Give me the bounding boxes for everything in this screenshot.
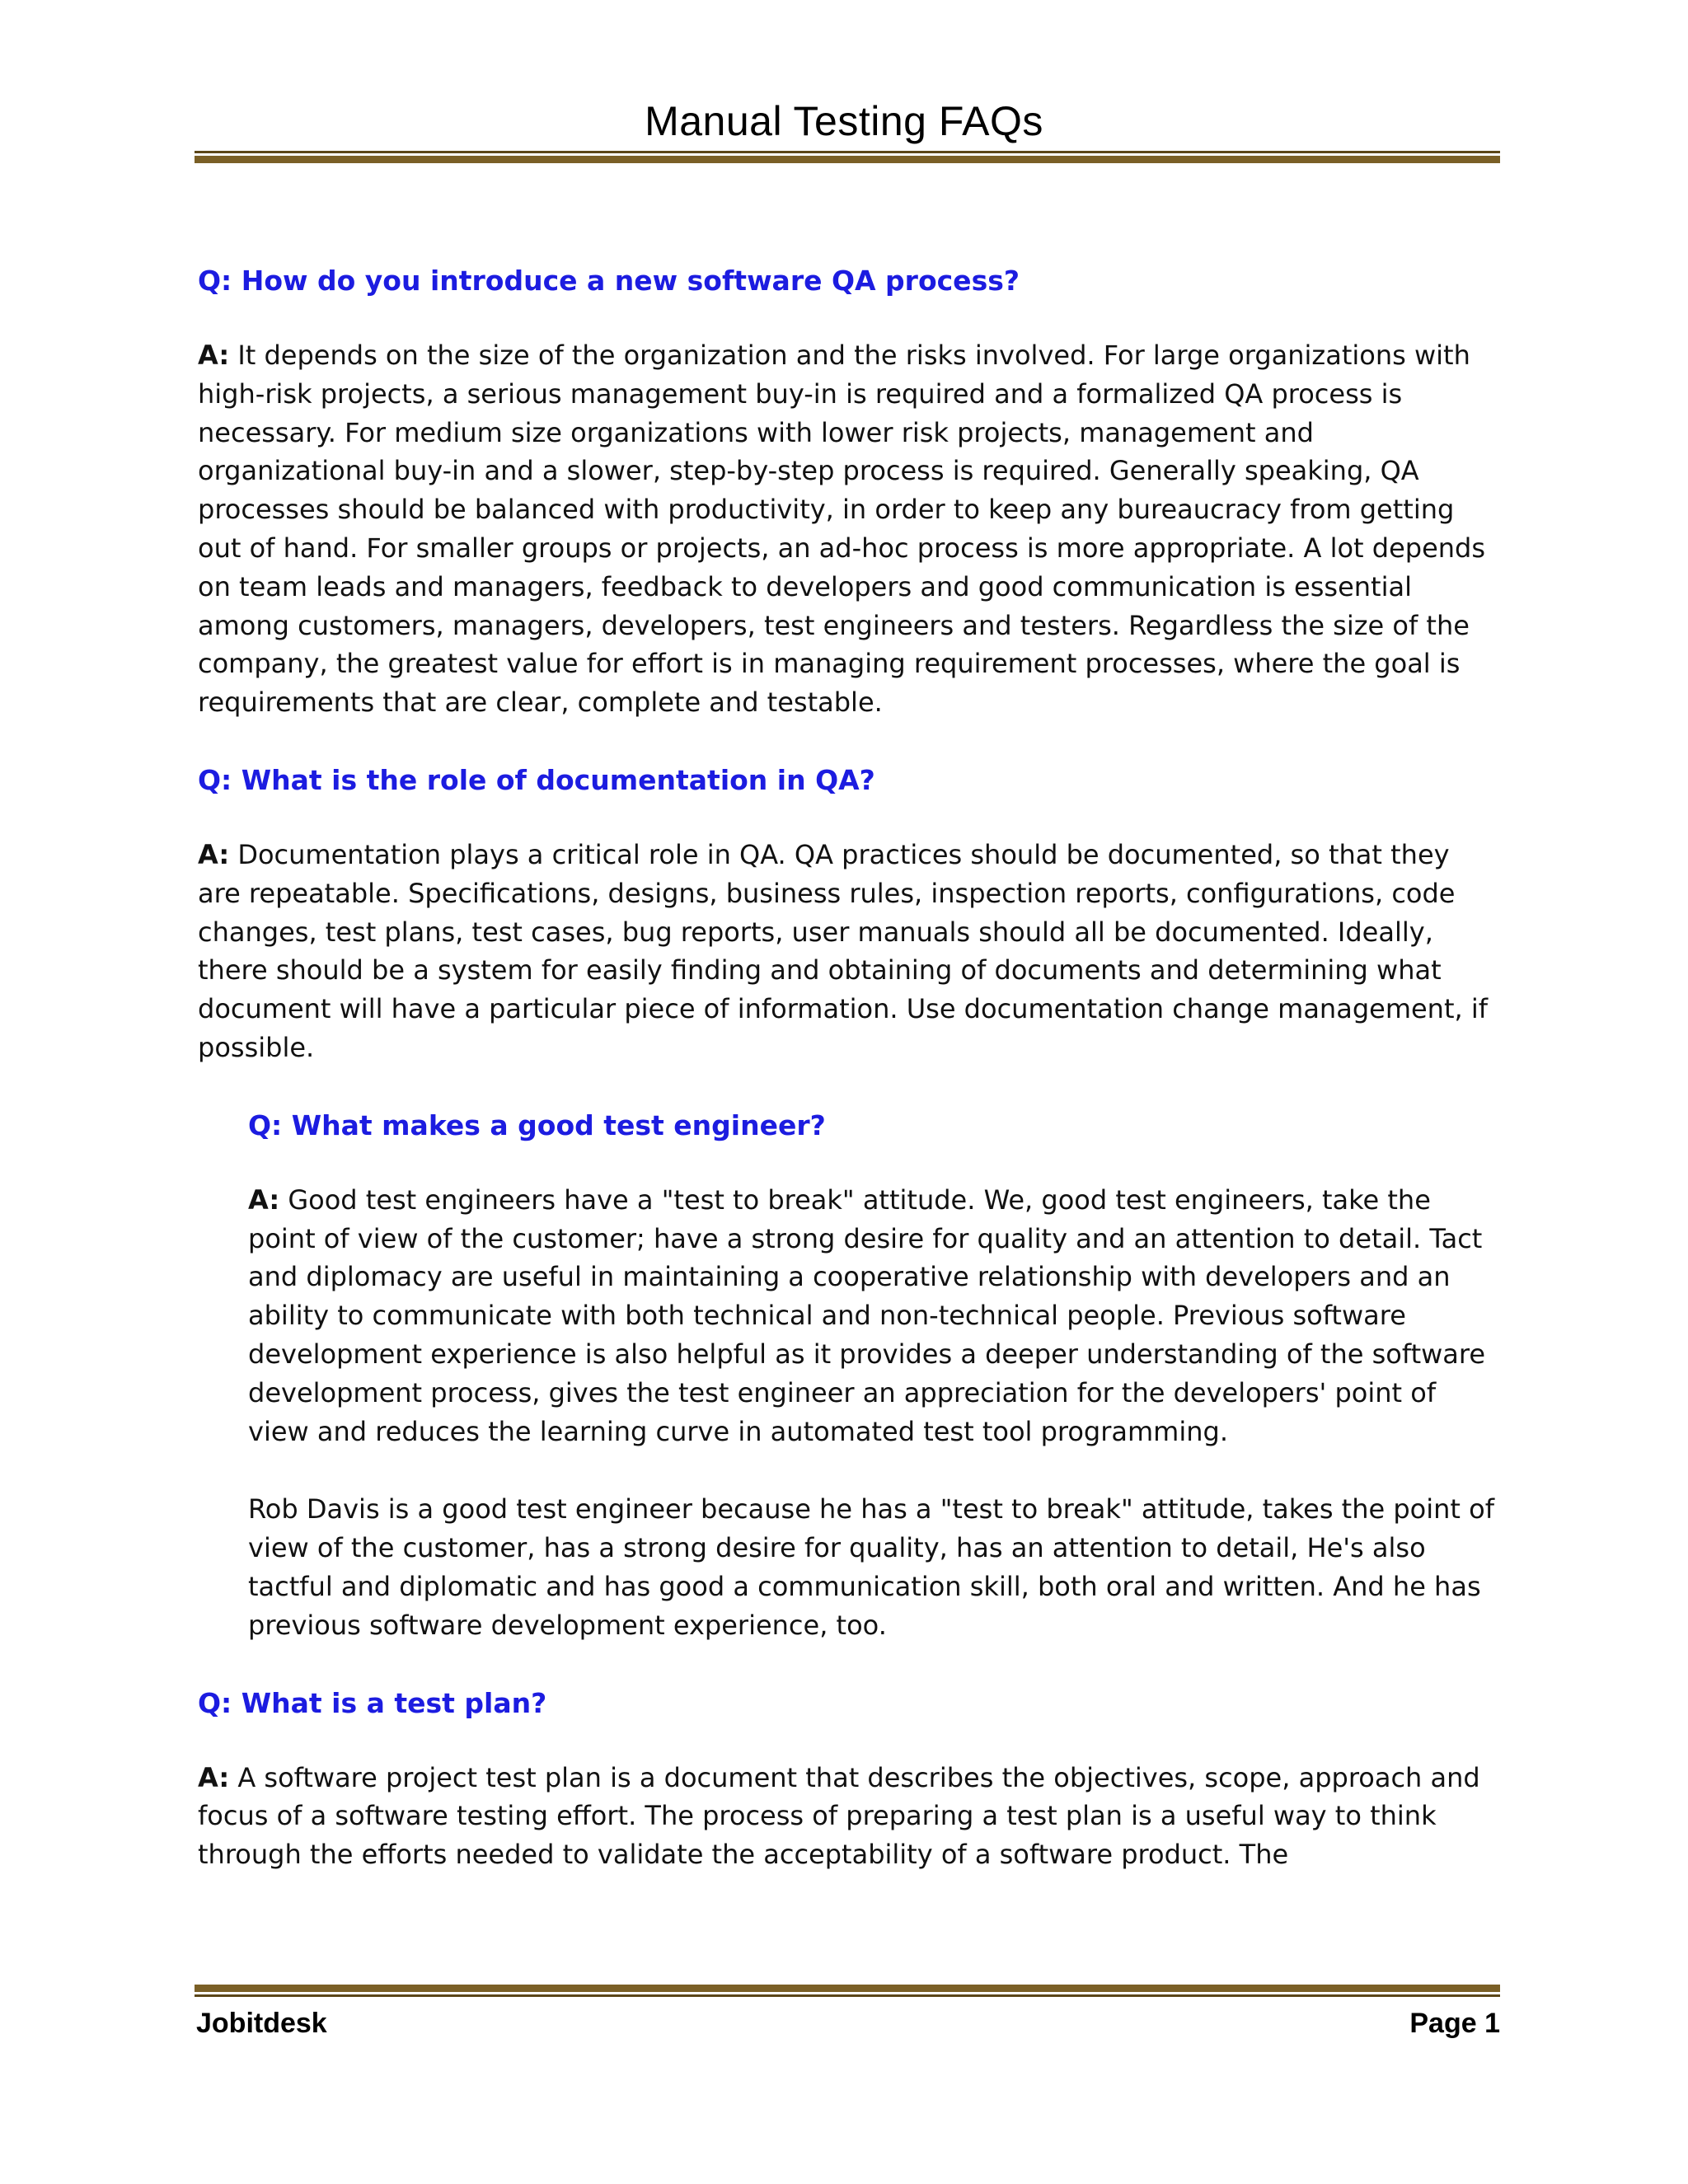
answer-label: A: <box>198 340 230 371</box>
answer-paragraph <box>198 1759 1500 1874</box>
footer-left: Jobitdesk <box>196 2008 327 2039</box>
answer-paragraph <box>198 836 1500 1067</box>
answer-text: Documentation plays a critical role in QA. QA practices should be documented, so that they are repeatable. Specifications, designs, business rules, inspection reports, configurations, code changes, test plans, test cases, bug reports, user manuals should all be documented. Ideally, there should be a system for easily finding and obtaining of documents and determining what document will have a particular piece of information. Use documentation change management, if possible. <box>198 838 1488 1063</box>
question-heading: Q: What makes a good test engineer? <box>248 1108 826 1141</box>
answer-text: Good test engineers have a "test to break" attitude. We, good test engineers, take the point of view of the customer; have a strong desire for quality and an attention to detail. Tact and diplomacy are useful in maintaining a cooperative relationship with developers and an ability to communicate with both technical and non-technical people. Previous software development experience is also helpful as it provides a deeper understanding of the software development process, gives the test engineer an appreciation for the developers' point of view and reduces the learning curve in automated test tool programming. <box>248 1183 1486 1447</box>
answer-label: A: <box>198 1761 230 1793</box>
header-rule <box>195 151 1500 163</box>
answer-text: It depends on the size of the organization and the risks involved. For large organizations with high-risk projects, a serious management buy-in is required and a formalized QA process is necessary. For medium size organizations with lower risk projects, management and organizational buy-in and a slower, step-by-step process is required. Generally speaking, QA processes should be balanced with productivity, in order to keep any bureaucracy from getting out of hand. For smaller groups or projects, an ad-hoc process is more appropriate. A lot depends on team leads and managers, feedback to developers and good communication is essential among customers, managers, developers, test engineers and testers. Regardless the size of the company, the greatest value for effort is in managing requirement processes, where the goal is requirements that are clear, complete and testable. <box>198 340 1486 719</box>
page-title: Manual Testing FAQs <box>645 98 1043 144</box>
indented-section <box>198 1107 1500 1645</box>
answer-label: A: <box>198 838 230 870</box>
answer-text: A software project test plan is a document that describes the objectives, scope, approach and focus of a software testing effort. The process of preparing a test plan is a useful way to think through the efforts needed to validate the acceptability of a software product. The <box>198 1761 1480 1871</box>
question-heading: Q: How do you introduce a new software QA process? <box>198 265 1020 297</box>
answer-paragraph <box>248 1181 1500 1451</box>
question-heading: Q: What is a test plan? <box>198 1686 547 1719</box>
answer-extra-paragraph: Rob Davis is a good test engineer because he has a "test to break" attitude, takes the point of view of the customer, has a strong desire for quality, has an attention to detail, He's also tactful and diplomatic and has good a communication skill, both oral and written. And he has previous software development experience, too. <box>248 1493 1494 1641</box>
footer-page-number: Page 1 <box>1409 2008 1500 2039</box>
question-heading: Q: What is the role of documentation in QA? <box>198 763 875 796</box>
document-body <box>198 262 1500 1874</box>
answer-label: A: <box>248 1183 280 1216</box>
footer-rule <box>195 1985 1500 1997</box>
answer-paragraph <box>198 336 1500 722</box>
